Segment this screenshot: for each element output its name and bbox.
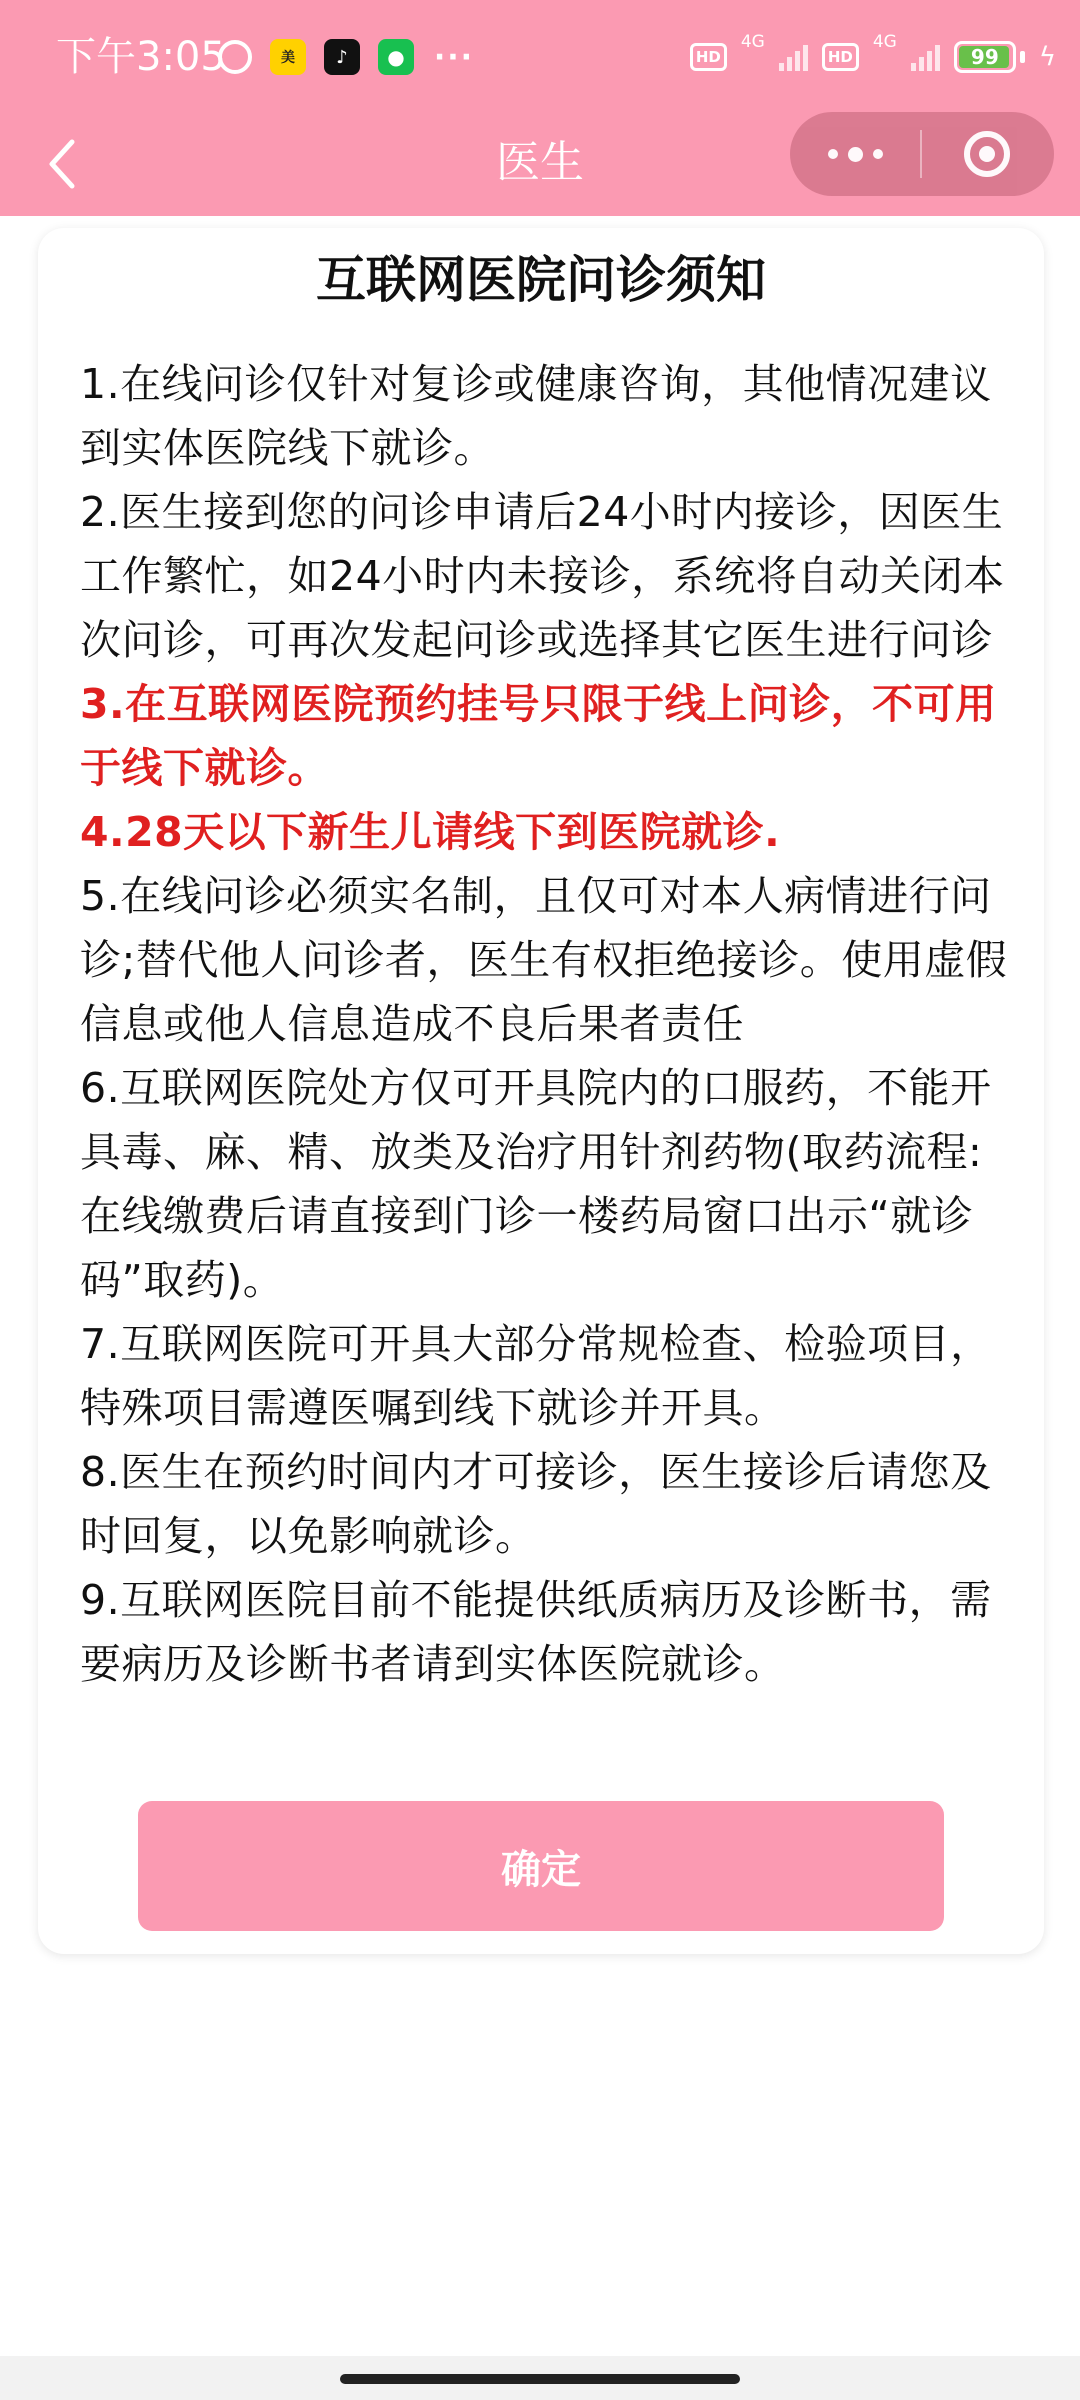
notice-item: 9.互联网医院目前不能提供纸质病历及诊断书，需要病历及诊断书者请到实体医院就诊。 [80, 1576, 992, 1688]
miniprogram-capsule [790, 112, 1054, 196]
target-circle-icon [964, 131, 1010, 177]
battery-icon [954, 41, 1016, 73]
status-bar [0, 0, 1080, 112]
tiktok-app-icon: ♪ [324, 39, 360, 75]
ellipsis-icon-center [848, 147, 863, 162]
nav-bar [0, 112, 1080, 216]
notice-dialog [38, 228, 1044, 1954]
page-title: 医生 [496, 137, 584, 188]
notification-icons [218, 34, 476, 80]
network-type-label: 4G [872, 32, 897, 52]
close-miniprogram-button[interactable] [922, 112, 1052, 196]
notice-item: 4.28天以下新生儿请线下到医院就诊. [80, 808, 781, 856]
signal-strength-icon [779, 43, 808, 71]
status-time: 下午3:05 [56, 34, 226, 80]
signal-strength-icon [911, 43, 940, 71]
notice-item: 3.在互联网医院预约挂号只限于线上问诊，不可用于线下就诊。 [80, 680, 997, 792]
home-indicator[interactable] [340, 2374, 740, 2384]
notice-item: 2.医生接到您的问诊申请后24小时内接诊，因医生工作繁忙，如24小时内未接诊，系统将自动关闭本次问诊，可再次发起问诊或选择其它医生进行问诊 [80, 488, 1005, 664]
alarm-icon [218, 40, 252, 74]
notice-item: 1.在线问诊仅针对复诊或健康咨询，其他情况建议到实体医院线下就诊。 [80, 360, 992, 472]
meituan-app-icon: 美 [270, 39, 306, 75]
system-indicators [690, 34, 1056, 80]
notice-list [80, 352, 1020, 1696]
notice-title: 互联网医院问诊须知 [316, 251, 766, 309]
volte-hd-badge: HD [822, 43, 859, 71]
ellipsis-icon [828, 149, 838, 159]
lightning-bolt-icon: ϟ [1038, 42, 1056, 72]
battery-level: 99 [970, 45, 999, 69]
ellipsis-icon-right [873, 149, 883, 159]
notice-item: 7.互联网医院可开具大部分常规检查、检验项目，特殊项目需遵医嘱到线下就诊并开具。 [80, 1320, 992, 1432]
notice-item: 8.医生在预约时间内才可接诊，医生接诊后请您及时回复，以免影响就诊。 [80, 1448, 992, 1560]
notice-item: 5.在线问诊必须实名制，且仅可对本人病情进行问诊;替代他人问诊者，医生有权拒绝接诊。使用虚假信息或他人信息造成不良后果者责任 [80, 872, 1008, 1048]
network-type-label: 4G [740, 32, 765, 52]
volte-hd-badge: HD [690, 43, 727, 71]
more-menu-button[interactable] [790, 112, 920, 196]
wechat-app-icon: ● [378, 39, 414, 75]
notice-item: 6.互联网医院处方仅可开具院内的口服药，不能开具毒、麻、精、放类及治疗用针剂药物(取药流程:在线缴费后请直接到门诊一楼药局窗口出示“就诊码”取药)。 [80, 1064, 992, 1304]
battery-cap [1020, 51, 1025, 63]
confirm-button[interactable]: 确定 [138, 1801, 944, 1931]
more-notifications-icon: ··· [433, 39, 475, 75]
